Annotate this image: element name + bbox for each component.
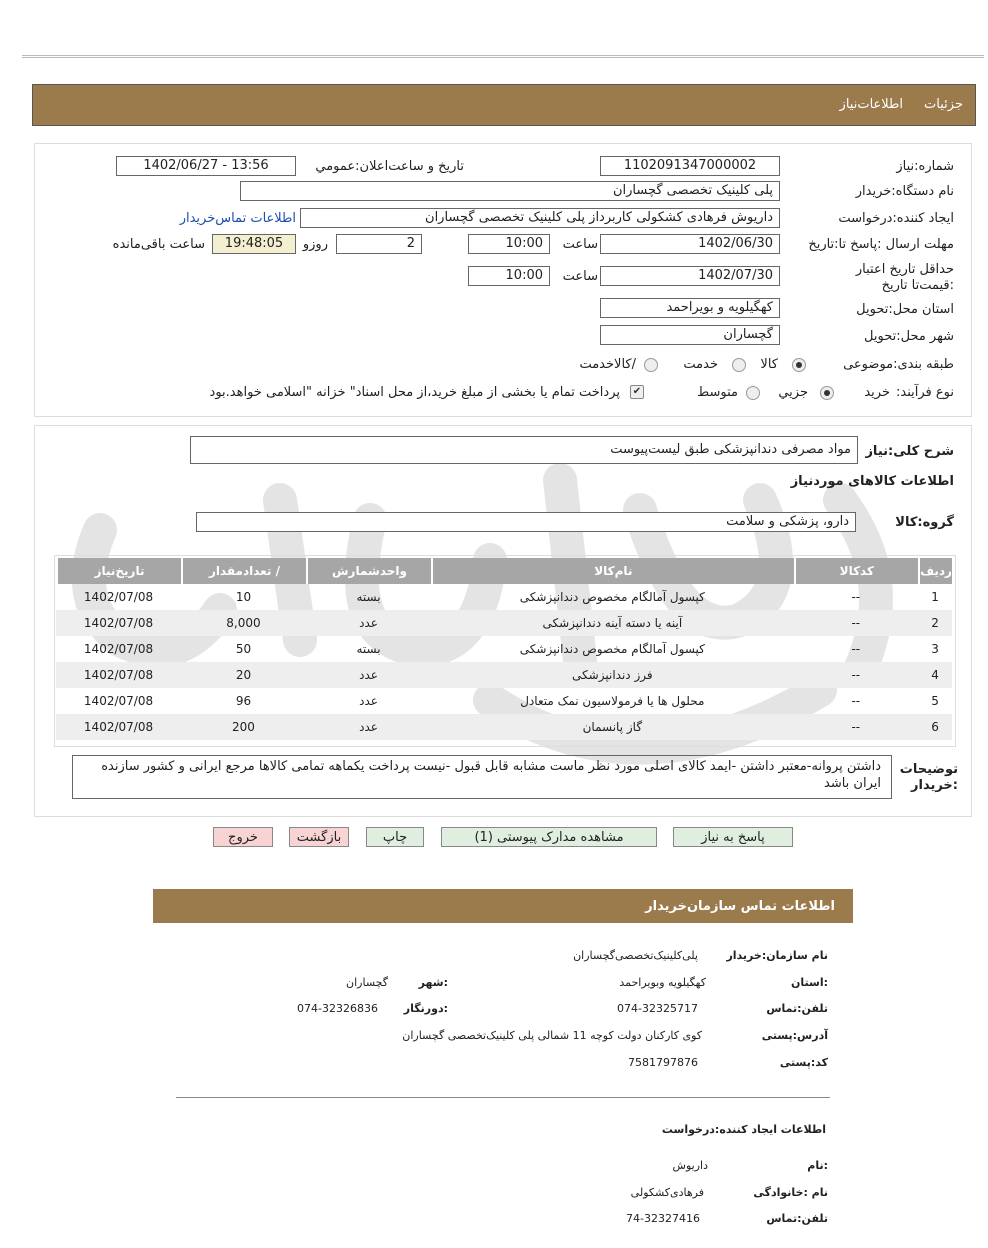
table-cell: آینه یا دسته آینه دندانپزشکی — [431, 610, 794, 636]
table-cell: عدد — [306, 662, 431, 688]
table-row — [56, 636, 952, 662]
table-cell: بسته — [356, 642, 381, 656]
col-code: کدکالا — [794, 558, 918, 584]
buyer-notes-label: توضیحات :خریدار — [899, 762, 958, 793]
announce-label: تاریخ و ساعت‌اعلان:عمومي — [315, 159, 464, 174]
contact-phone-value: 074-32325717 — [617, 1002, 698, 1015]
days-field: 2 — [336, 234, 422, 254]
buyer-label: نام دستگاه:خریدار — [855, 184, 954, 199]
org-value: پلی‌کلینیک‌تخصصی‌گچساران — [573, 949, 698, 962]
creator-name-label: :نام — [807, 1159, 828, 1172]
goods-group-label: گروه:کالا — [895, 515, 954, 530]
table-cell: محلول ها یا فرمولاسیون نمک متعادل — [520, 694, 705, 708]
table-cell: 1402/07/08 — [83, 590, 154, 604]
creator-field: داریوش فرهادی کشکولی کاربرداز پلی کلینیک تخصصی گچساران — [300, 208, 780, 228]
payment-note: پرداخت تمام یا بخشی از مبلغ خرید،از محل اسناد" خزانه "اسلامی خواهد.بود — [209, 385, 620, 400]
contact-city-label: :شهر — [418, 976, 448, 989]
table-cell: -- — [794, 714, 918, 740]
need-number-field: 1102091347000002 — [600, 156, 780, 176]
deadline-label: مهلت ارسال :پاسخ تا:تاریخ — [808, 237, 954, 252]
breadcrumb-info[interactable]: اطلاعات‌نیاز — [839, 97, 903, 112]
remaining-time-field: 19:48:05 — [212, 234, 296, 254]
reply-button[interactable]: پاسخ به نیاز — [673, 827, 793, 847]
table-cell: 1402/07/08 — [56, 610, 181, 636]
table-cell: 8,000 — [181, 610, 306, 636]
process-radio-minor[interactable] — [820, 386, 834, 400]
contact-fax-label: :دورنگار — [403, 1002, 448, 1015]
process-buy: خرید — [864, 385, 890, 400]
page-header — [32, 84, 976, 126]
table-cell: 6 — [918, 714, 952, 740]
table-cell: 1402/07/08 — [83, 694, 154, 708]
table-cell: 3 — [931, 642, 939, 656]
top-separator — [22, 55, 984, 58]
contact-title: اطلاعات تماس سازمان‌خریدار — [645, 899, 835, 914]
creator-info-title: اطلاعات ایجاد کننده:درخواست — [661, 1123, 826, 1136]
contact-postal-value: 7581797876 — [628, 1056, 698, 1069]
table-cell: 50 — [235, 642, 252, 656]
col-date: تاریخ‌نیاز — [56, 558, 181, 584]
city-label: شهر محل:تحویل — [864, 329, 954, 344]
category-radio-service[interactable] — [732, 358, 746, 372]
creator-family-value: فرهادی‌کشکولی — [630, 1186, 704, 1199]
col-qty: / تعدادمقدار — [181, 558, 306, 584]
goods-info-title: اطلاعات کالاهای مورد‌نیاز — [790, 474, 954, 489]
validity-time-field: 10:00 — [468, 266, 550, 286]
deadline-hour-label: ساعت — [562, 237, 598, 252]
creator-name-value: داریوش — [672, 1159, 708, 1172]
category-label: طبقه بندی:موضوعی — [843, 357, 954, 372]
table-cell: 4 — [918, 662, 952, 688]
table-cell: 2 — [918, 610, 952, 636]
description-label: شرح کلی:نیاز — [865, 444, 954, 459]
table-cell: 96 — [235, 694, 252, 708]
table-cell: 1402/07/08 — [56, 662, 181, 688]
back-button[interactable]: بازگشت — [289, 827, 349, 847]
table-cell: -- — [851, 590, 861, 604]
category-option-goods: کالا — [760, 357, 778, 372]
contact-city-value: گچساران — [346, 976, 388, 989]
creator-family-label: نام :خانوادگی — [753, 1186, 828, 1199]
process-radio-medium[interactable] — [746, 386, 760, 400]
table-cell: 5 — [931, 694, 939, 708]
table-cell: 200 — [181, 714, 306, 740]
deadline-date-field: 1402/06/30 — [600, 234, 780, 254]
contact-province-label: :استان — [791, 976, 828, 989]
contact-province-value: کهگیلویه وبویراحمد — [619, 976, 706, 989]
table-cell: 20 — [181, 662, 306, 688]
process-label: نوع فرآیند: — [896, 385, 954, 400]
province-label: استان محل:تحویل — [856, 302, 954, 317]
table-cell: -- — [794, 662, 918, 688]
need-number-label: شماره:نیاز — [896, 159, 954, 174]
table-row — [56, 688, 952, 714]
validity-hour-label: ساعت — [562, 269, 598, 284]
category-radio-both[interactable] — [644, 358, 658, 372]
payment-checkbox[interactable]: ✔ — [630, 385, 644, 399]
category-radio-goods[interactable] — [792, 358, 806, 372]
city-field: گچساران — [600, 325, 780, 345]
breadcrumb-details[interactable]: جزئیات — [924, 97, 963, 112]
table-cell: -- — [851, 694, 861, 708]
table-cell: -- — [794, 610, 918, 636]
table-row — [56, 610, 952, 636]
table-cell: 1402/07/08 — [56, 714, 181, 740]
contact-divider — [176, 1097, 830, 1098]
deadline-time-field: 10:00 — [468, 234, 550, 254]
table-cell: 1402/07/08 — [83, 642, 154, 656]
process-option-minor: جزیي — [778, 385, 808, 400]
org-label: نام سازمان:خریدار — [726, 949, 828, 962]
remaining-label: ساعت باقی‌مانده — [112, 237, 205, 252]
contact-address-value: کوی کارکنان دولت کوچه 11 شمالی پلی کلینیک‌تخصصی گچساران — [402, 1029, 702, 1042]
table-cell: عدد — [306, 610, 431, 636]
table-cell: کپسول آمالگام مخصوص دندانپزشکی — [519, 642, 705, 656]
contact-header — [153, 889, 853, 923]
contact-address-label: آدرس:پستی — [761, 1029, 828, 1042]
col-name: نام‌کالا — [431, 558, 794, 584]
col-unit: واحدشمارش — [306, 558, 431, 584]
province-field: کهگیلویه و بویراحمد — [600, 298, 780, 318]
attachments-button[interactable]: مشاهده مدارک پیوستی (1) — [441, 827, 657, 847]
buyer-field: پلی کلینیک تخصصی گچساران — [240, 181, 780, 201]
table-cell: 10 — [235, 590, 252, 604]
category-option-service: خدمت — [683, 357, 718, 372]
exit-button[interactable]: خروج — [213, 827, 273, 847]
contact-phone-label: تلفن:تماس — [766, 1002, 828, 1015]
table-row — [56, 714, 952, 740]
contact-fax-value: 074-32326836 — [297, 1002, 378, 1015]
table-row — [56, 662, 952, 688]
table-cell: بسته — [356, 590, 381, 604]
buyer-notes-field: داشتن پروانه-معتبر داشتن -ایمد کالای اصلی مورد نظر ماست مشابه قابل قبول -نیست پرداخت یکماهه تمامی کالاها مرجع ایرانی و کشور سازنده ایران باشد — [72, 755, 892, 799]
table-cell: گاز پانسمان — [431, 714, 794, 740]
description-field: مواد مصرفی دندانپزشکی طبق لیست‌پیوست — [190, 436, 858, 464]
table-cell: فرز دندانپزشکی — [431, 662, 794, 688]
table-cell: 1 — [931, 590, 939, 604]
table-row — [56, 584, 952, 610]
table-cell: عدد — [359, 694, 378, 708]
buyer-contact-link[interactable]: اطلاعات تماس‌خریدار — [179, 211, 296, 226]
creator-phone-label: تلفن:تماس — [766, 1212, 828, 1225]
print-button[interactable]: چاپ — [366, 827, 424, 847]
announce-field: 1402/06/27 - 13:56 — [116, 156, 296, 176]
col-row: ردیف — [918, 558, 952, 584]
validity-date-field: 1402/07/30 — [600, 266, 780, 286]
goods-table — [56, 558, 952, 740]
days-label: روزو — [302, 237, 328, 252]
creator-label: ایجاد کننده:درخواست — [838, 211, 954, 226]
category-option-both: /کالاخدمت — [579, 357, 636, 372]
table-cell: -- — [851, 642, 861, 656]
goods-group-field: دارو، پزشکی و سلامت — [196, 512, 856, 532]
contact-postal-label: کد:پستی — [779, 1056, 828, 1069]
table-cell: کپسول آمالگام مخصوص دندانپزشکی — [519, 590, 705, 604]
process-option-medium: متوسط — [697, 385, 738, 400]
creator-phone-value: 74-32327416 — [626, 1212, 700, 1225]
validity-label: حداقل تاریخ اعتبار :قیمت‌تا تاریخ — [855, 262, 954, 293]
table-cell: عدد — [306, 714, 431, 740]
